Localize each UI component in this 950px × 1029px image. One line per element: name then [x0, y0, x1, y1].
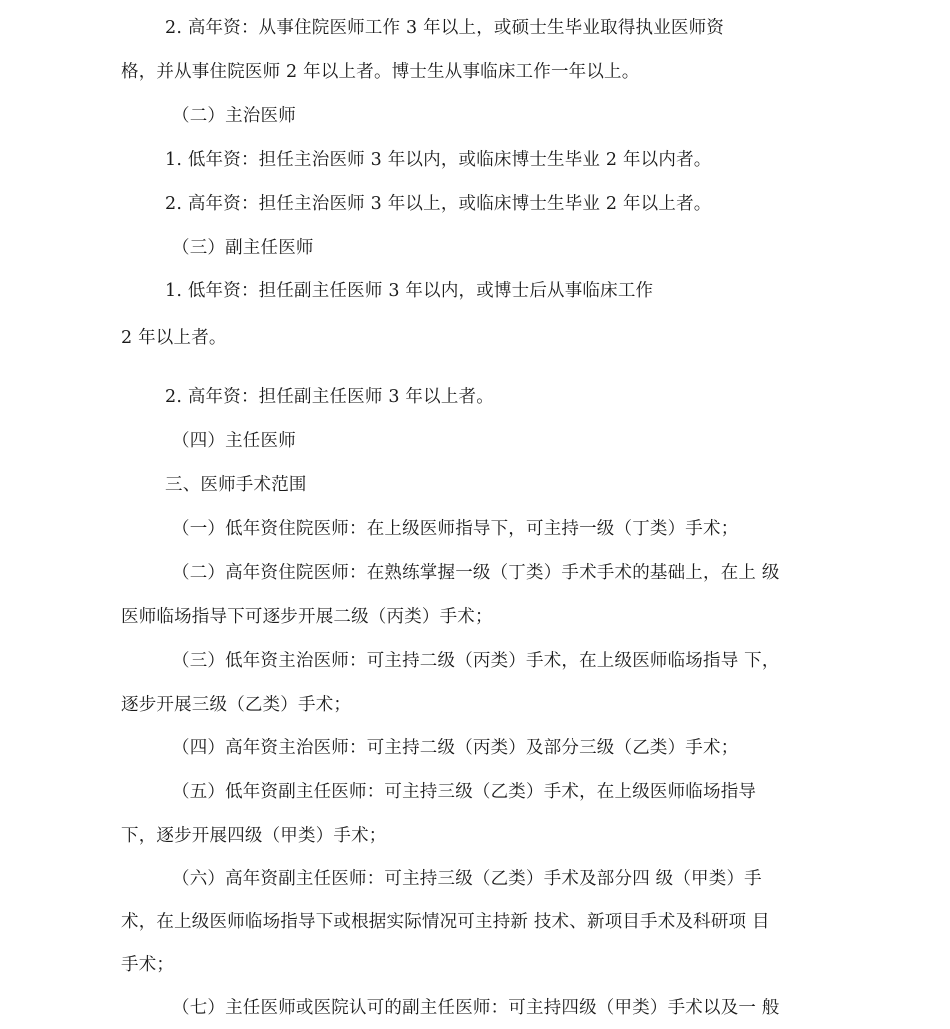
paragraph-line: 手术；	[121, 955, 175, 975]
section-heading: （二）主治医师	[172, 106, 296, 126]
paragraph-line: （二）高年资住院医师：在熟练掌握一级（丁类）手术手术的基础上，在上 级	[172, 563, 780, 583]
paragraph-line: 医师临场指导下可逐步开展二级（丙类）手术；	[121, 607, 493, 627]
paragraph-line: 下，逐步开展四级（甲类）手术；	[121, 826, 387, 846]
paragraph-line: 术，在上级医师临场指导下或根据实际情况可主持新 技术、新项目手术及科研项 目	[121, 912, 770, 932]
paragraph-line: 逐步开展三级（乙类）手术；	[121, 695, 352, 715]
paragraph-line: （七）主任医师或医院认可的副主任医师：可主持四级（甲类）手术以及一 般	[172, 998, 780, 1018]
paragraph-line: 2. 高年资：担任主治医师 3 年以上，或临床博士生毕业 2 年以上者。	[165, 194, 712, 214]
section-heading: （三）副主任医师	[172, 238, 314, 258]
section-heading: （四）主任医师	[172, 431, 296, 451]
paragraph-line: 格，并从事住院医师 2 年以上者。博士生从事临床工作一年以上。	[121, 62, 640, 82]
paragraph-line: （三）低年资主治医师：可主持二级（丙类）手术，在上级医师临场指导 下，	[172, 651, 780, 671]
paragraph-line: 1. 低年资：担任副主任医师 3 年以内，或博士后从事临床工作	[165, 281, 654, 301]
paragraph-line: （四）高年资主治医师：可主持二级（丙类）及部分三级（乙类）手术；	[172, 738, 739, 758]
paragraph-line: 2. 高年资：从事住院医师工作 3 年以上，或硕士生毕业取得执业医师资	[165, 18, 725, 38]
paragraph-line: 2. 高年资：担任副主任医师 3 年以上者。	[165, 387, 494, 407]
paragraph-line: （一）低年资住院医师：在上级医师指导下，可主持一级（丁类）手术；	[172, 519, 739, 539]
paragraph-line: 2 年以上者。	[121, 328, 227, 348]
paragraph-line: （六）高年资副主任医师：可主持三级（乙类）手术及部分四 级（甲类）手	[172, 869, 762, 889]
chapter-heading: 三、医师手术范围	[165, 475, 307, 495]
paragraph-line: 1. 低年资：担任主治医师 3 年以内，或临床博士生毕业 2 年以内者。	[165, 150, 712, 170]
paragraph-line: （五）低年资副主任医师：可主持三级（乙类）手术，在上级医师临场指导	[172, 782, 757, 802]
